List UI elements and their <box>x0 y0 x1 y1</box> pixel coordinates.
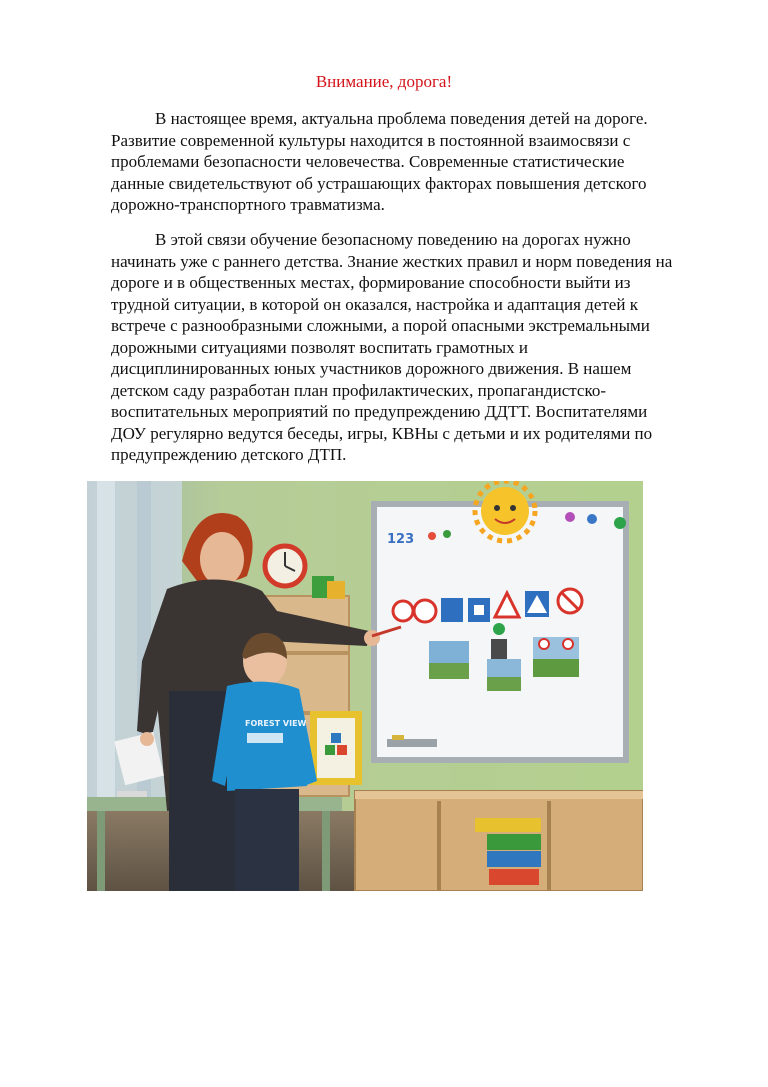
paragraph-line: начинать уже с раннего детства. Знание жестких правил и норм поведения на <box>111 251 673 271</box>
paragraph-line: данные свидетельствуют об устрашающих факторах повышения детского <box>111 173 647 193</box>
paragraph-1 <box>111 108 711 216</box>
paragraph-line: встрече с разнообразными сложными, а порой опасными экстремальными <box>111 316 650 335</box>
classroom-photo <box>87 481 643 891</box>
shirt-print: FOREST VIEW <box>245 719 307 728</box>
page-title: Внимание, дорога! <box>315 72 453 91</box>
paragraph-line: воспитательных мероприятий по предупреждению ДДТТ. Воспитателями <box>111 402 648 421</box>
paragraph-line: дороге и в общественных местах, формирование способности выйти из <box>111 273 631 292</box>
paragraph-line: дорожными ситуациями позволят воспитать грамотных и <box>111 337 528 357</box>
paragraph-line: дисциплинированных юных участников дорожного движения. В нашем <box>111 359 632 378</box>
paragraph-line: В настоящее время, актуальна проблема поведения детей на дороге. <box>155 109 648 128</box>
paragraph-line: ДОУ регулярно ведутся беседы, игры, КВНы с детьми и их родителями по <box>111 423 653 443</box>
paragraph-line: Развитие современной культуры находится в постоянной взаимосвязи с <box>111 130 631 150</box>
board-numbers: 123 <box>387 532 415 547</box>
classroom-photo-illustration <box>87 481 643 891</box>
paragraph-line: трудной ситуации, в которой он оказался, настройка и адаптация детей к <box>111 294 638 314</box>
paragraph-line: проблемами безопасности человечества. Современные статистические <box>111 152 625 171</box>
paragraph-2 <box>111 229 711 466</box>
paragraph-line: детском саду разработан план профилактических, пропагандистско- <box>111 380 607 400</box>
paragraph-line: В этой связи обучение безопасному поведению на дорогах нужно <box>155 230 631 249</box>
paragraph-line: предупреждению детского ДТП. <box>111 445 347 464</box>
paragraph-line: дорожно-транспортного травматизма. <box>111 195 385 214</box>
